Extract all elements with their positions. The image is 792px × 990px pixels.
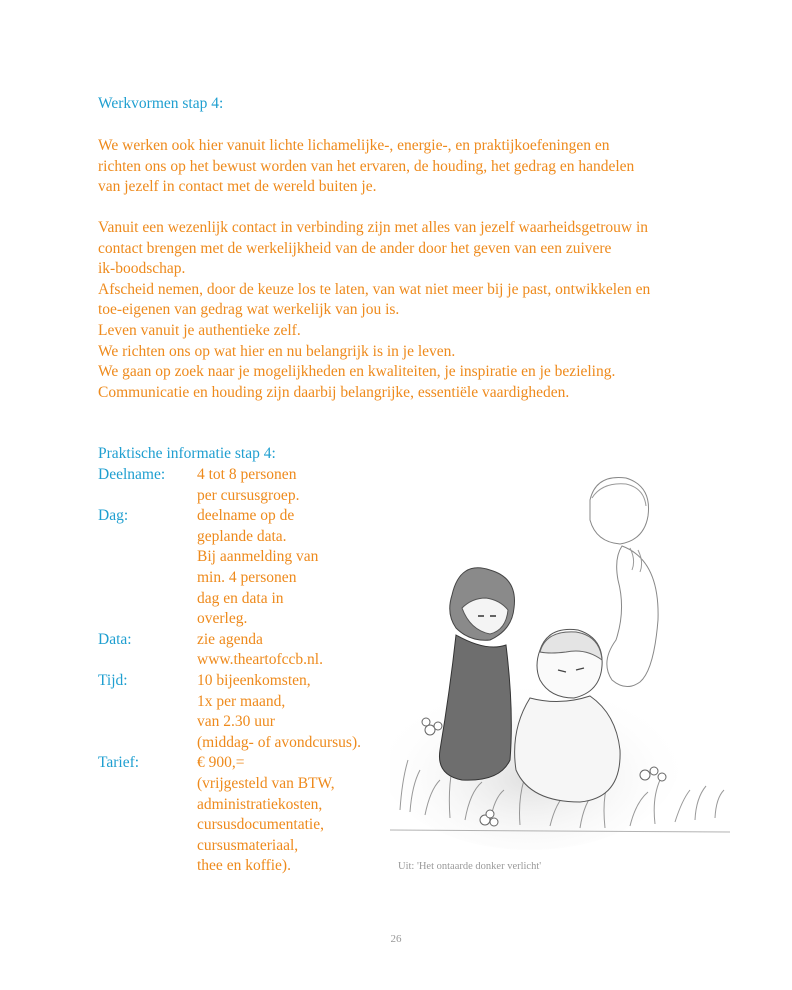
info-label: Tarief: <box>98 754 140 772</box>
info-value-line: min. 4 personen <box>197 568 297 586</box>
info-value-line: (vrijgesteld van BTW, <box>197 774 335 792</box>
info-row-data <box>98 630 361 671</box>
info-value-line: zie agenda <box>197 630 263 648</box>
info-value-line: (middag- of avondcursus). <box>197 733 361 751</box>
info-label: Tijd: <box>98 671 128 689</box>
text-line: Afscheid nemen, door de keuze los te laten, van wat niet meer bij je past, ontwikkelen en <box>98 280 651 298</box>
info-row-tarief <box>98 753 361 877</box>
light-child-figure <box>515 629 620 802</box>
illustration-caption: Uit: 'Het ontaarde donker verlicht' <box>398 861 542 872</box>
paragraph-details <box>98 218 650 403</box>
section-heading: Werkvormen stap 4: <box>98 95 224 112</box>
text-line: We richten ons op wat hier en nu belangrijk is in je leven. <box>98 342 456 360</box>
sketch-illustration <box>390 430 730 880</box>
text-line: Leven vanuit je authentieke zelf. <box>98 321 301 339</box>
info-value-line: Bij aanmelding van <box>197 548 319 566</box>
info-value-line: www.theartofccb.nl. <box>197 651 323 669</box>
info-value-line: cursusdocumentatie, <box>197 816 324 834</box>
info-value-line: deelname op de <box>197 507 295 525</box>
info-value-line: 10 bijeenkomsten, <box>197 671 311 689</box>
info-row-tijd <box>98 671 361 753</box>
text-line: We werken ook hier vanuit lichte lichamelijke-, energie-, en praktijkoefeningen en <box>98 137 610 154</box>
info-heading: Praktische informatie stap 4: <box>98 445 276 462</box>
text-line: contact brengen met de werkelijkheid van de ander door het geven van een zuivere <box>98 239 612 257</box>
text-line: van jezelf in contact met de wereld buiten je. <box>98 178 377 196</box>
info-value-line: administratiekosten, <box>197 795 323 813</box>
info-value-line: 4 tot 8 personen <box>197 466 297 483</box>
info-table <box>98 465 361 877</box>
info-value-line: cursusmateriaal, <box>197 836 299 854</box>
info-value-line: thee en koffie). <box>197 857 291 875</box>
info-row-deelname <box>98 465 361 506</box>
info-label: Data: <box>98 630 132 648</box>
info-row-dag <box>98 506 361 630</box>
dark-child-figure <box>439 568 514 780</box>
text-line: We gaan op zoek naar je mogelijkheden en kwaliteiten, je inspiratie en je bezieling. <box>98 363 616 381</box>
info-value-line: 1x per maand, <box>197 692 286 710</box>
info-value-line: van 2.30 uur <box>197 713 275 731</box>
info-label: Deelname: <box>98 466 166 483</box>
paragraph-intro <box>98 136 634 198</box>
text-line: Vanuit een wezenlijk contact in verbinding zijn met alles van jezelf waarheidsgetrouw in <box>98 219 649 236</box>
text-line: richten ons op het bewust worden van het ervaren, de houding, het gedrag en handelen <box>98 157 635 175</box>
text-line: Communicatie en houding zijn daarbij belangrijke, essentiële vaardigheden. <box>98 383 570 401</box>
info-value-line: geplande data. <box>197 527 287 545</box>
info-value-line: overleg. <box>197 610 248 628</box>
info-value-line: € 900,= <box>197 754 245 772</box>
text-line: toe-eigenen van gedrag wat werkelijk van jou is. <box>98 301 400 319</box>
info-value-line: per cursusgroep. <box>197 486 300 504</box>
text-line: ik-boodschap. <box>98 260 186 278</box>
info-label: Dag: <box>98 507 129 525</box>
info-value-line: dag en data in <box>197 589 284 607</box>
page-number: 26 <box>390 933 402 945</box>
